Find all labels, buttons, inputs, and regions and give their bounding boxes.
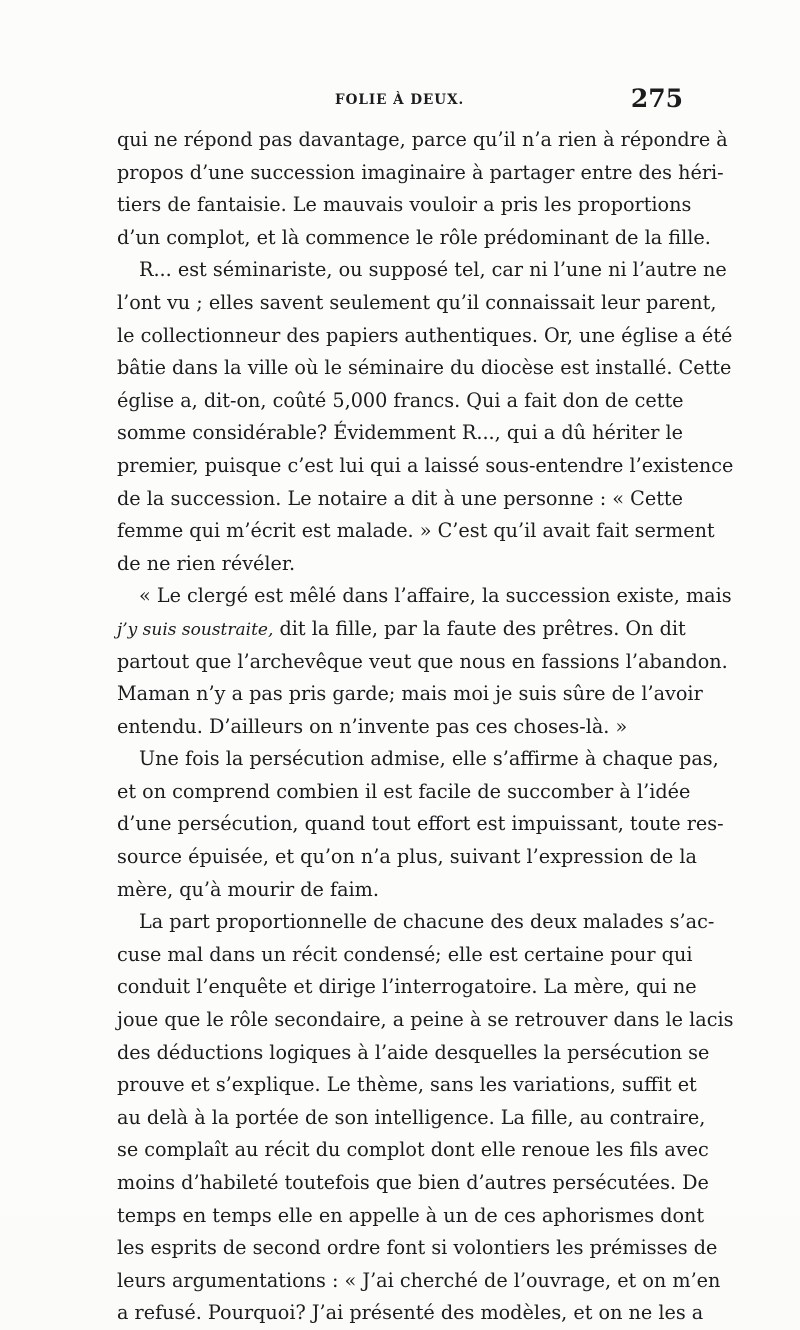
text-line: leurs argumentations : « J’ai cherché de l’ouvrage, et on m’en [117,1268,721,1292]
text-line: cuse mal dans un récit condensé; elle est certaine pour qui [117,942,693,966]
text-line: temps en temps elle en appelle à un de ces aphorismes dont [117,1203,705,1227]
text-line: les esprits de second ordre font si volontiers les prémisses de [117,1236,718,1260]
text-line [117,613,686,646]
text-line: conduit l’enquête et dirige l’interrogatoire. La mère, qui ne [117,975,697,999]
text-line: se complaît au récit du complot dont elle renoue les fils avec [117,1138,709,1162]
text-line: d’une persécution, quand tout effort est impuissant, toute res- [117,812,724,836]
text-line: somme considérable? Évidemment R..., qui a dû hériter le [117,421,683,445]
text-line: joue que le rôle secondaire, a peine à se retrouver dans le lacis [117,1008,734,1032]
text-line: le collectionneur des papiers authentiques. Or, une église a été [117,323,733,347]
text-line: église a, dit-on, coûté 5,000 francs. Qui a fait don de cette [117,388,684,412]
text-line-rest: dit la fille, par la faute des prêtres. On dit [279,616,686,640]
text-line: premier, puisque c’est lui qui a laissé sous-entendre l’existence [117,453,734,477]
text-line: mère, qu’à mourir de faim. [117,877,379,901]
page-number: 275 [630,84,683,113]
text-line: au delà à la portée de son intelligence. La fille, au contraire, [117,1105,706,1129]
text-line: de ne rien révéler. [117,551,296,575]
text-line: prouve et s’explique. Le thème, sans les variations, suffit et [117,1073,697,1097]
text-line: bâtie dans la ville où le séminaire du diocèse est installé. Cette [117,356,732,380]
text-line: de la succession. Le notaire a dit à une personne : « Cette [117,486,683,510]
text-line: a refusé. Pourquoi? J’ai présenté des modèles, et on ne les a [117,1301,704,1325]
text-line: Maman n’y a pas pris garde; mais moi je suis sûre de l’avoir [117,682,703,706]
text-line: « Le clergé est mêlé dans l’affaire, la succession existe, mais [139,584,732,608]
text-line: qui ne répond pas davantage, parce qu’il n’a rien à répondre à [117,128,728,151]
text-line: tiers de fantaisie. Le mauvais vouloir a pris les proportions [117,193,692,217]
text-line: Une fois la persécution admise, elle s’affirme à chaque pas, [139,747,719,771]
text-line: femme qui m’écrit est malade. » C’est qu’il avait fait serment [117,519,715,543]
running-title: FOLIE À DEUX. [335,92,465,108]
text-line: d’un complot, et là commence le rôle prédominant de la fille. [117,225,711,249]
text-line: R... est séminariste, ou supposé tel, car ni l’une ni l’autre ne [139,258,727,282]
text-line: source épuisée, et qu’on n’a plus, suivant l’expression de la [117,845,697,869]
text-line: partout que l’archevêque veut que nous en fassions l’abandon. [117,649,728,673]
text-line: propos d’une succession imaginaire à partager entre des héri- [117,160,724,184]
body-text [117,124,734,1330]
italic-phrase: j’y suis soustraite, [117,619,274,640]
text-line: moins d’habileté toutefois que bien d’autres persécutées. De [117,1171,709,1194]
text-line: l’ont vu ; elles savent seulement qu’il connaissait leur parent, [117,290,717,314]
text-line: et on comprend combien il est facile de succomber à l’idée [117,779,691,803]
page-header [117,84,683,124]
text-line: entendu. D’ailleurs on n’invente pas ces choses-là. » [117,714,628,738]
text-line: des déductions logiques à l’aide desquelles la persécution se [117,1040,710,1064]
text-line: La part proportionnelle de chacune des deux malades s’ac- [139,910,715,934]
